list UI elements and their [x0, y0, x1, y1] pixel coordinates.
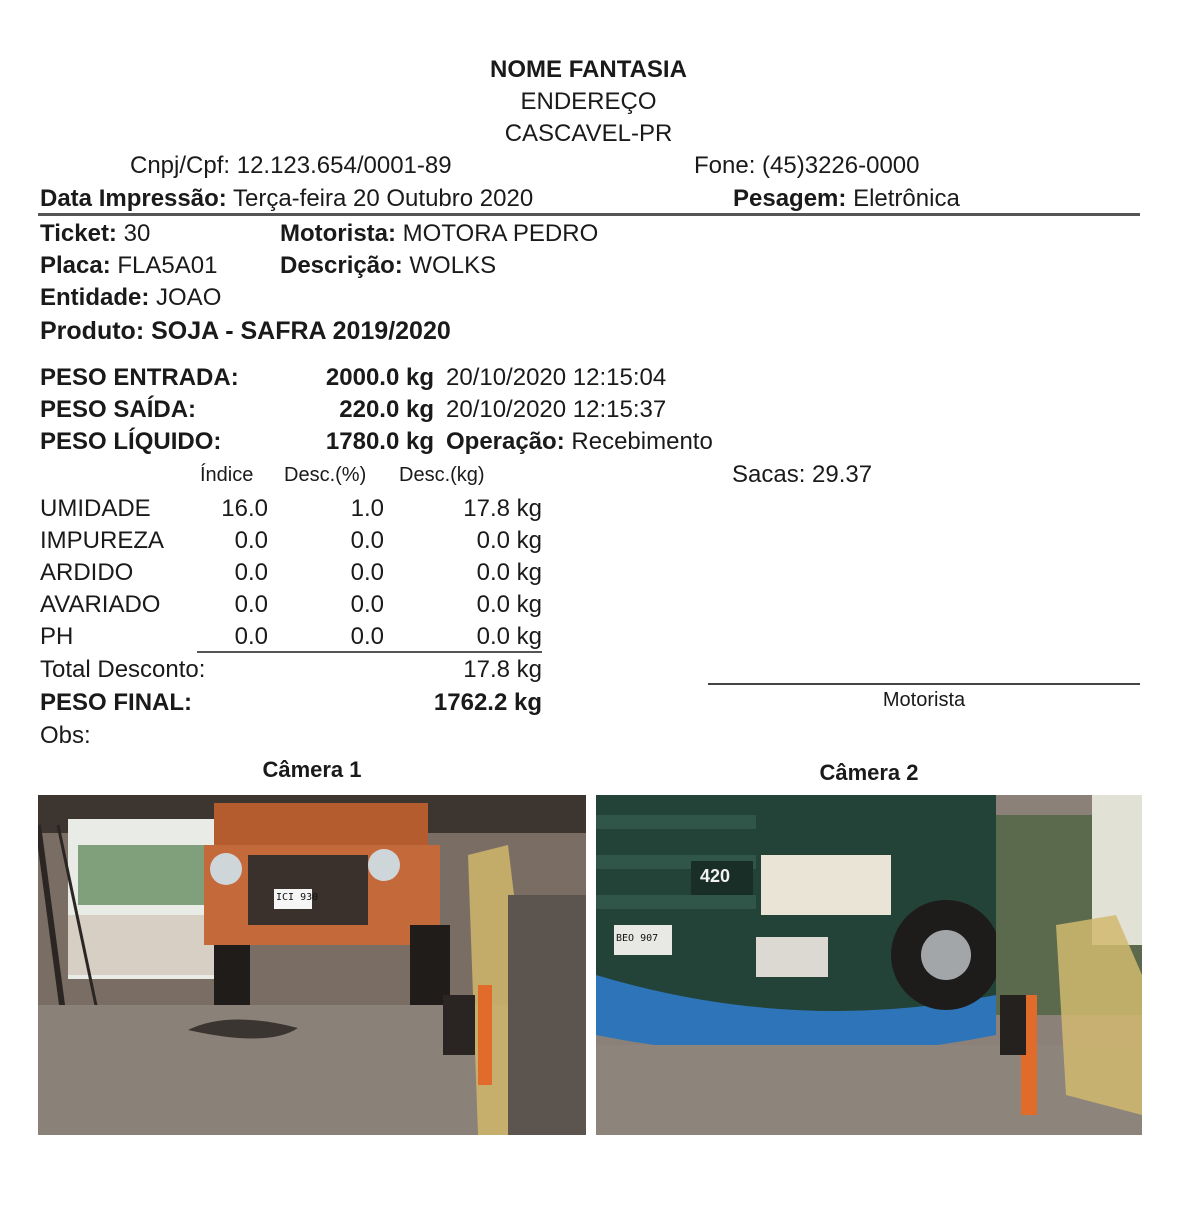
- row-pct: 0.0: [350, 591, 384, 618]
- product-value: SOJA - SAFRA 2019/2020: [151, 317, 451, 345]
- cnpj-row: [130, 152, 452, 180]
- print-date-row: [40, 185, 533, 213]
- row-kg: 0.0 kg: [476, 623, 542, 650]
- entity-value: JOAO: [156, 284, 222, 311]
- row-pct: 0.0: [350, 527, 384, 554]
- entity-row: [40, 284, 221, 312]
- print-date-label: Data Impressão:: [40, 185, 227, 212]
- camera-2-truck-photo: [596, 795, 1142, 1135]
- row-kg: 0.0 kg: [476, 559, 542, 586]
- row-name: UMIDADE: [40, 495, 151, 522]
- plate-value: FLA5A01: [117, 252, 218, 279]
- row-index: 0.0: [234, 591, 268, 618]
- row-name: PH: [40, 623, 74, 650]
- row-name: ARDIDO: [40, 559, 134, 586]
- phone-value: (45)3226-0000: [762, 152, 920, 179]
- ticket-row: [40, 220, 150, 248]
- exit-datetime: 20/10/2020 12:15:37: [446, 396, 667, 423]
- row-name: AVARIADO: [40, 591, 161, 618]
- total-discount-value: 17.8 kg: [463, 656, 542, 683]
- exit-weight-label: PESO SAÍDA:: [40, 396, 197, 423]
- camera-2-label: Câmera 2: [819, 760, 919, 785]
- description-value: WOLKS: [409, 252, 497, 279]
- phone-row: [694, 152, 920, 180]
- company-name: NOME FANTASIA: [490, 56, 687, 83]
- row-name: IMPUREZA: [40, 527, 165, 554]
- row-index: 0.0: [234, 559, 268, 586]
- final-weight-value: 1762.2 kg: [433, 689, 542, 716]
- obs-label: Obs:: [40, 722, 91, 749]
- camera-1-truck-photo: [38, 795, 586, 1135]
- camera-1-image: [38, 795, 586, 1135]
- company-address: ENDEREÇO: [520, 88, 657, 115]
- entry-weight-value: 2000.0 kg: [325, 364, 434, 391]
- row-index: 0.0: [234, 623, 268, 650]
- net-weight-value: 1780.0 kg: [325, 428, 434, 455]
- camera-1-label: Câmera 1: [262, 757, 362, 782]
- header-divider: [38, 213, 1140, 216]
- signature-label: Motorista: [882, 689, 966, 711]
- plate-row: [40, 252, 217, 280]
- cnpj-value: 12.123.654/0001-89: [236, 152, 452, 179]
- weighing-label: Pesagem:: [733, 185, 847, 212]
- exit-weight-value: 220.0 kg: [339, 396, 434, 423]
- total-discount-label: Total Desconto:: [40, 656, 206, 683]
- print-date-value: Terça-feira 20 Outubro 2020: [232, 185, 534, 212]
- bags-count: Sacas: 29.37: [732, 461, 873, 488]
- product-label: Produto:: [40, 317, 145, 345]
- row-pct: 0.0: [350, 559, 384, 586]
- cnpj-label: Cnpj/Cpf:: [130, 152, 231, 179]
- entry-weight-label: PESO ENTRADA:: [40, 364, 239, 391]
- camera-2-image: [596, 795, 1142, 1135]
- driver-value: MOTORA PEDRO: [402, 220, 599, 247]
- row-kg: 0.0 kg: [476, 527, 542, 554]
- row-kg: 0.0 kg: [476, 591, 542, 618]
- product-row: [40, 316, 451, 346]
- column-header-index: Índice: [200, 464, 254, 486]
- row-kg: 17.8 kg: [463, 495, 542, 522]
- description-row: [280, 252, 496, 280]
- camera-2-badge: 420: [700, 866, 731, 886]
- operation-row: [446, 428, 713, 456]
- signature-line: [708, 683, 1140, 685]
- phone-label: Fone:: [694, 152, 756, 179]
- column-header-kg: Desc.(kg): [399, 464, 485, 486]
- net-weight-label: PESO LÍQUIDO:: [40, 428, 222, 455]
- row-index: 16.0: [221, 495, 268, 522]
- plate-label: Placa:: [40, 252, 111, 279]
- driver-row: [280, 220, 598, 248]
- final-weight-label: PESO FINAL:: [40, 689, 193, 716]
- row-pct: 0.0: [350, 623, 384, 650]
- row-index: 0.0: [234, 527, 268, 554]
- weighing-row: [733, 185, 960, 213]
- table-total-divider: [197, 651, 542, 653]
- company-city: CASCAVEL-PR: [504, 120, 673, 147]
- camera-2-plate: BEO 907: [616, 933, 659, 944]
- operation-label: Operação:: [446, 428, 565, 455]
- weighing-value: Eletrônica: [853, 185, 960, 212]
- ticket-label: Ticket:: [40, 220, 117, 247]
- description-label: Descrição:: [280, 252, 403, 279]
- entity-label: Entidade:: [40, 284, 150, 311]
- ticket-value: 30: [123, 220, 151, 247]
- camera-1-plate: ICI 930: [276, 892, 319, 903]
- operation-value: Recebimento: [571, 428, 713, 455]
- column-header-pct: Desc.(%): [284, 464, 367, 486]
- entry-datetime: 20/10/2020 12:15:04: [446, 364, 667, 391]
- driver-label: Motorista:: [280, 220, 396, 247]
- row-pct: 1.0: [350, 495, 384, 522]
